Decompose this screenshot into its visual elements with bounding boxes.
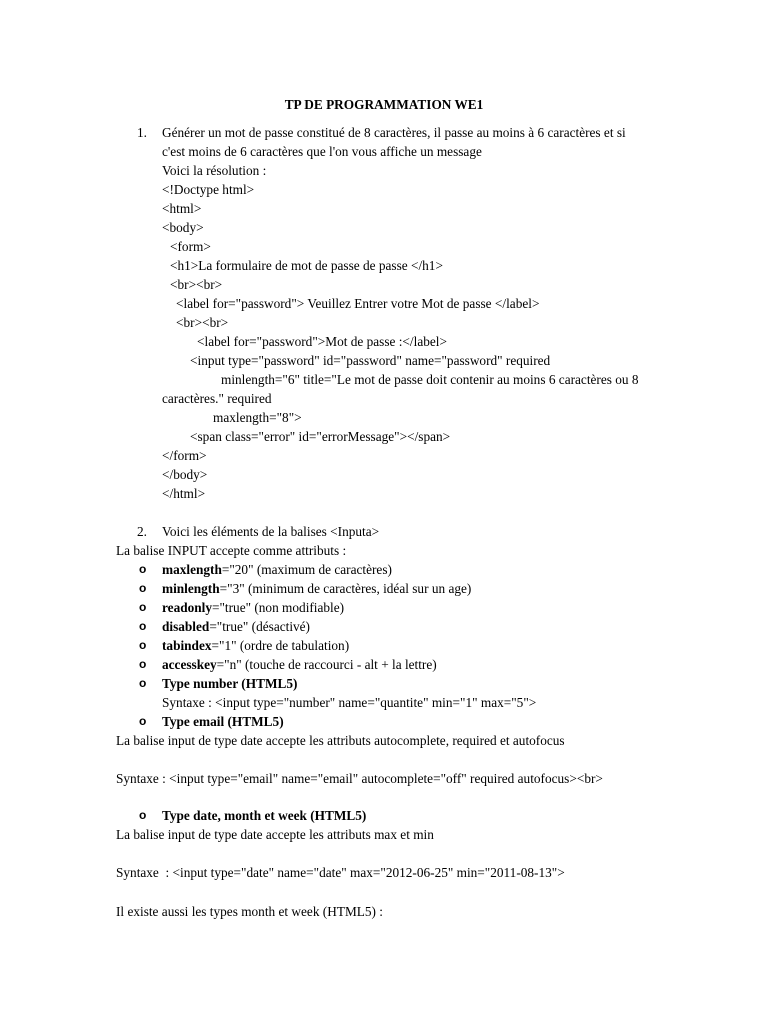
attribute-item: tabindex="1" (ordre de tabulation): [162, 638, 350, 653]
type-email-heading: Type email (HTML5): [162, 714, 284, 729]
code-line: <span class="error" id="errorMessage"></span>: [190, 429, 451, 444]
code-line: <html>: [162, 201, 202, 216]
type-number-syntax: Syntaxe : <input type="number" name="quantite" min="1" max="5">: [162, 695, 537, 710]
code-line: caractères." required: [162, 391, 272, 406]
type-date-heading: Type date, month et week (HTML5): [162, 808, 367, 823]
code-line: <label for="password"> Veuillez Entrer votre Mot de passe </label>: [176, 296, 540, 311]
bullet-icon: o: [139, 714, 147, 728]
section2-heading: Voici les éléments de la balises <Inputa>: [162, 524, 380, 539]
attribute-item: disabled="true" (désactivé): [162, 619, 310, 634]
section2-intro: La balise INPUT accepte comme attributs :: [116, 543, 347, 558]
code-line: <input type="password" id="password" name="password" required: [190, 353, 551, 368]
section1-line2: c'est moins de 6 caractères que l'on vous affiche un message: [162, 144, 482, 159]
code-line: <form>: [170, 239, 211, 254]
bullet-icon: o: [139, 808, 147, 822]
bullet-icon: o: [139, 581, 147, 595]
section1-line1: Générer un mot de passe constitué de 8 caractères, il passe au moins à 6 caractères et si: [162, 125, 626, 140]
list-number-1: 1.: [137, 125, 147, 140]
bullet-icon: o: [139, 600, 147, 614]
code-line: minlength="6" title="Le mot de passe doit contenir au moins 6 caractères ou 8: [221, 372, 639, 387]
attribute-item: accesskey="n" (touche de raccourci - alt + la lettre): [162, 657, 437, 672]
attribute-item: maxlength="20" (maximum de caractères): [162, 562, 392, 577]
list-number-2: 2.: [137, 524, 147, 539]
bullet-icon: o: [139, 562, 147, 576]
bullet-icon: o: [139, 657, 147, 671]
email-syntax: Syntaxe : <input type="email" name="email" autocomplete="off" required autofocus><br>: [116, 771, 603, 786]
month-week-text: Il existe aussi les types month et week (HTML5) :: [116, 904, 383, 919]
bullet-icon: o: [139, 619, 147, 633]
code-line: </html>: [162, 486, 206, 501]
code-line: <body>: [162, 220, 204, 235]
code-line: <!Doctype html>: [162, 182, 255, 197]
code-line: maxlength="8">: [213, 410, 302, 425]
code-line: <br><br>: [176, 315, 229, 330]
email-text: La balise input de type date accepte les attributs autocomplete, required et autofocus: [116, 733, 565, 748]
bullet-icon: o: [139, 638, 147, 652]
attribute-item: readonly="true" (non modifiable): [162, 600, 345, 615]
date-text: La balise input de type date accepte les attributs max et min: [116, 827, 434, 842]
bullet-icon: o: [139, 676, 147, 690]
document-title: TP DE PROGRAMMATION WE1: [284, 97, 484, 112]
section1-line3: Voici la résolution :: [162, 163, 267, 178]
date-syntax: Syntaxe : <input type="date" name="date" max="2012-06-25" min="2011-08-13">: [116, 865, 565, 880]
code-line: <br><br>: [170, 277, 223, 292]
code-line: </form>: [162, 448, 207, 463]
code-line: <h1>La formulaire de mot de passe de passe </h1>: [170, 258, 443, 273]
code-line: </body>: [162, 467, 208, 482]
type-number-heading: Type number (HTML5): [162, 676, 298, 691]
code-line: <label for="password">Mot de passe :</label>: [197, 334, 447, 349]
attribute-item: minlength="3" (minimum de caractères, idéal sur un age): [162, 581, 472, 596]
